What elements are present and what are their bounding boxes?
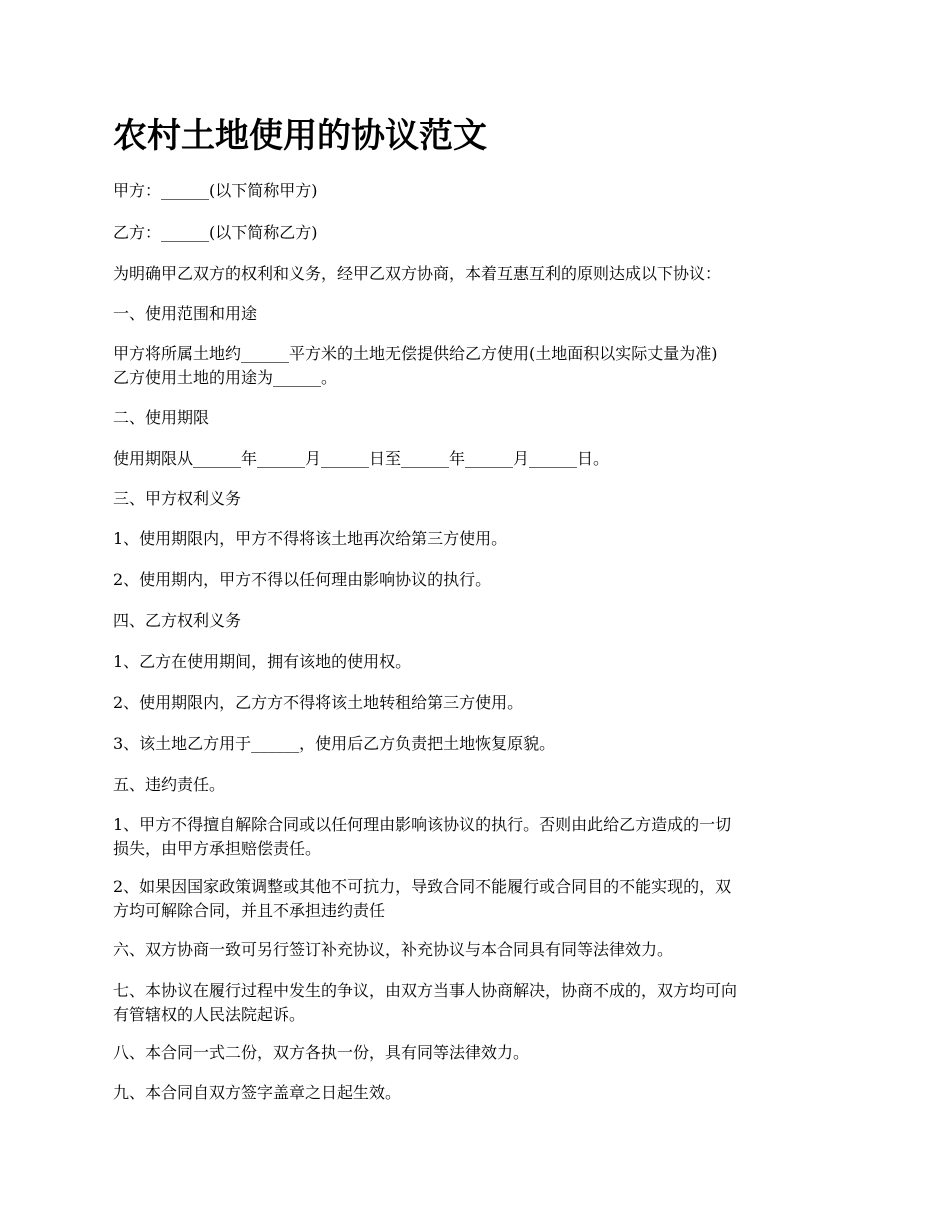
text-line: 乙方使用土地的用途为______。: [113, 368, 338, 387]
clause-9: [113, 1081, 843, 1105]
section-heading-1: [113, 302, 843, 326]
section-heading-2: [113, 406, 843, 430]
clause-7: [113, 979, 843, 1027]
section-heading-5: [113, 773, 843, 797]
text-line: 3、该土地乙方用于______，使用后乙方负责把土地恢复原貌。: [113, 734, 556, 753]
text-line: 六、双方协商一致可另行签订补充协议，补充协议与本合同具有同等法律效力。: [113, 940, 674, 959]
text-line: 乙方：______(以下简称乙方): [113, 223, 318, 242]
text-line: 甲方：______(以下简称甲方): [113, 181, 318, 200]
party-b-line: [113, 221, 843, 245]
section-1-paragraph: [113, 342, 843, 390]
text-line: 2、使用期限内，乙方方不得将该土地转租给第三方使用。: [113, 693, 524, 712]
text-line: 2、使用期内，甲方不得以任何理由影响协议的执行。: [113, 570, 492, 589]
text-line: 方均可解除合同，并且不承担违约责任: [113, 901, 386, 920]
section-2-paragraph: [113, 447, 843, 471]
text-line: 九、本合同自双方签字盖章之日起生效。: [113, 1083, 402, 1102]
text-line: 1、使用期限内，甲方不得将该土地再次给第三方使用。: [113, 529, 508, 548]
text-line: 1、甲方不得擅自解除合同或以任何理由影响该协议的执行。否则由此给乙方造成的一切: [113, 815, 732, 834]
clause-6: [113, 938, 843, 962]
section-3-item-1: [113, 527, 843, 551]
text-line: 五、违约责任。: [113, 775, 226, 794]
section-4-item-2: [113, 691, 843, 715]
preamble-paragraph: [113, 262, 843, 286]
text-line: 使用期限从______年______月______日至______年______月______日。: [113, 449, 610, 468]
text-line: 甲方将所属土地约______平方米的土地无偿提供给乙方使用(土地面积以实际丈量为准): [113, 344, 718, 363]
section-3-item-2: [113, 568, 843, 592]
text-line: 1、乙方在使用期间，拥有该地的使用权。: [113, 652, 412, 671]
section-heading-4: [113, 609, 843, 633]
section-4-item-3: [113, 732, 843, 756]
section-heading-3: [113, 487, 843, 511]
text-line: 八、本合同一式二份，双方各执一份，具有同等法律效力。: [113, 1043, 530, 1062]
text-line: 2、如果因国家政策调整或其他不可抗力，导致合同不能履行或合同目的不能实现的，双: [113, 877, 732, 896]
section-5-item-1: [113, 813, 843, 861]
text-line: 二、使用期限: [113, 408, 210, 427]
text-line: 三、甲方权利义务: [113, 489, 242, 508]
text-line: 四、乙方权利义务: [113, 611, 242, 630]
text-line: 损失，由甲方承担赔偿责任。: [113, 839, 322, 858]
clause-8: [113, 1041, 843, 1065]
text-line: 一、使用范围和用途: [113, 304, 258, 323]
party-a-line: [113, 179, 843, 203]
section-5-item-2: [113, 875, 843, 923]
text-line: 有管辖权的人民法院起诉。: [113, 1005, 306, 1024]
text-line: 为明确甲乙双方的权利和义务，经甲乙双方协商，本着互惠互利的原则达成以下协议：: [113, 264, 722, 283]
text-line: 七、本协议在履行过程中发生的争议，由双方当事人协商解决，协商不成的，双方均可向: [113, 981, 738, 1000]
document-title: 农村土地使用的协议范文: [113, 116, 487, 156]
section-4-item-1: [113, 650, 843, 674]
